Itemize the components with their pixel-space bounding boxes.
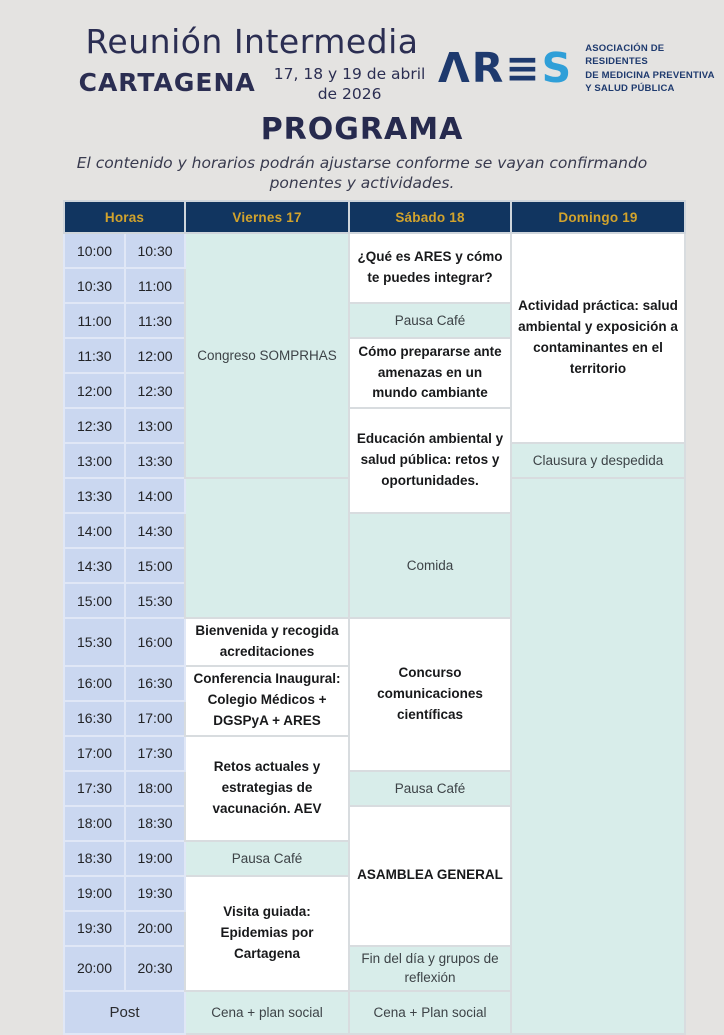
time-start-cell: 10:30	[64, 268, 125, 303]
time-end-cell: 16:00	[125, 618, 185, 666]
event-cell-sabado: Cómo prepararse ante amenazas en un mundo cambiante	[349, 338, 511, 408]
assoc-line2: DE MEDICINA PREVENTIVA	[585, 69, 715, 81]
time-end-cell: 20:00	[125, 911, 185, 946]
time-start-cell: 16:00	[64, 666, 125, 701]
schedule-body	[64, 233, 685, 1034]
event-cell-sabado: Comida	[349, 513, 511, 618]
event-cell-sabado: Educación ambiental y salud pública: retos y oportunidades.	[349, 408, 511, 513]
ares-logo-icon: ΛR≡S	[438, 44, 574, 93]
time-start-cell: 13:30	[64, 478, 125, 513]
time-end-cell: 15:00	[125, 548, 185, 583]
ares-association-name	[585, 42, 724, 95]
time-start-cell: 17:30	[64, 771, 125, 806]
time-end-cell: 11:30	[125, 303, 185, 338]
time-start-cell: 18:30	[64, 841, 125, 876]
column-header-domingo: Domingo 19	[511, 201, 685, 233]
event-title: Reunión Intermedia	[85, 22, 419, 61]
event-title-block	[76, 22, 428, 104]
assoc-line3: Y SALUD PÚBLICA	[585, 82, 675, 94]
event-dates-line1: 17, 18 y 19 de abril	[273, 65, 426, 83]
time-start-cell: 12:30	[64, 408, 125, 443]
disclaimer-line2: ponentes y actividades.	[269, 174, 455, 193]
event-cell-sabado: Pausa Café	[349, 771, 511, 806]
event-cell-sabado: Fin del día y grupos de reflexión	[349, 946, 511, 991]
event-cell-viernes	[185, 478, 349, 618]
time-end-cell: 18:30	[125, 806, 185, 841]
event-cell-viernes: Congreso SOMPRHAS	[185, 233, 349, 478]
post-label: Post	[64, 991, 185, 1034]
event-cell-sabado: Cena + Plan social	[349, 991, 511, 1034]
event-city: CARTAGENA	[78, 68, 256, 97]
time-end-cell: 13:00	[125, 408, 185, 443]
event-dates-line2: de 2026	[317, 85, 382, 104]
event-cell-sabado: Concurso comunicaciones científicas	[349, 618, 511, 771]
event-cell-domingo	[511, 478, 685, 1034]
event-dates	[274, 64, 426, 104]
program-heading: PROGRAMA	[260, 112, 464, 147]
ares-logo	[438, 42, 724, 95]
event-cell-viernes: Retos actuales y estrategias de vacunación. AEV	[185, 736, 349, 841]
time-start-cell: 18:00	[64, 806, 125, 841]
time-end-cell: 10:30	[125, 233, 185, 268]
disclaimer-line1: El contenido y horarios podrán ajustarse conforme se vayan confirmando	[76, 154, 648, 172]
time-start-cell: 19:00	[64, 876, 125, 911]
time-end-cell: 18:00	[125, 771, 185, 806]
time-start-cell: 11:30	[64, 338, 125, 373]
time-end-cell: 12:30	[125, 373, 185, 408]
assoc-line1: ASOCIACIÓN DE RESIDENTES	[585, 43, 665, 68]
time-start-cell: 16:30	[64, 701, 125, 736]
time-start-cell: 10:00	[64, 233, 125, 268]
time-end-cell: 14:30	[125, 513, 185, 548]
time-end-cell: 12:00	[125, 338, 185, 373]
column-header-sabado: Sábado 18	[349, 201, 511, 233]
event-cell-sabado: ¿Qué es ARES y cómo te puedes integrar?	[349, 233, 511, 303]
ares-logo-s: S	[541, 44, 574, 93]
time-start-cell: 11:00	[64, 303, 125, 338]
time-end-cell: 15:30	[125, 583, 185, 618]
event-cell-viernes: Visita guiada: Epidemias por Cartagena	[185, 876, 349, 991]
time-start-cell: 14:30	[64, 548, 125, 583]
time-start-cell: 15:00	[64, 583, 125, 618]
event-cell-viernes: Cena + plan social	[185, 991, 349, 1034]
time-end-cell: 16:30	[125, 666, 185, 701]
time-end-cell: 14:00	[125, 478, 185, 513]
event-cell-sabado: Pausa Café	[349, 303, 511, 338]
time-start-cell: 20:00	[64, 946, 125, 991]
schedule-header-row	[64, 201, 685, 233]
program-disclaimer	[0, 153, 724, 193]
time-end-cell: 17:00	[125, 701, 185, 736]
time-start-cell: 14:00	[64, 513, 125, 548]
column-header-viernes: Viernes 17	[185, 201, 349, 233]
event-cell-sabado: ASAMBLEA GENERAL	[349, 806, 511, 946]
event-cell-viernes: Bienvenida y recogida acreditaciones	[185, 618, 349, 666]
schedule-row	[64, 233, 685, 268]
time-start-cell: 19:30	[64, 911, 125, 946]
time-start-cell: 17:00	[64, 736, 125, 771]
time-end-cell: 20:30	[125, 946, 185, 991]
time-end-cell: 19:00	[125, 841, 185, 876]
time-start-cell: 12:00	[64, 373, 125, 408]
time-start-cell: 13:00	[64, 443, 125, 478]
event-cell-viernes: Pausa Café	[185, 841, 349, 876]
event-cell-domingo: Clausura y despedida	[511, 443, 685, 478]
time-end-cell: 17:30	[125, 736, 185, 771]
schedule-table	[63, 200, 686, 1035]
column-header-horas: Horas	[64, 201, 185, 233]
time-end-cell: 11:00	[125, 268, 185, 303]
event-cell-viernes: Conferencia Inaugural: Colegio Médicos + DGSPyA + ARES	[185, 666, 349, 736]
time-end-cell: 13:30	[125, 443, 185, 478]
time-end-cell: 19:30	[125, 876, 185, 911]
event-cell-domingo: Actividad práctica: salud ambiental y exposición a contaminantes en el territorio	[511, 233, 685, 443]
time-start-cell: 15:30	[64, 618, 125, 666]
event-subtitle-row	[76, 64, 428, 104]
